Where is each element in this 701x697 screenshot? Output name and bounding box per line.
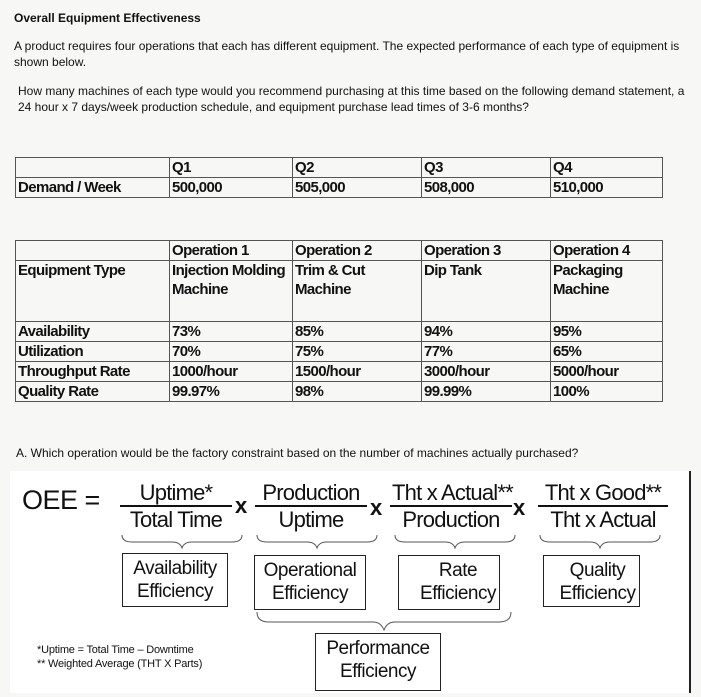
table-cell: 500,000 [170,178,293,198]
table-cell: 75% [293,342,422,362]
table-cell: 77% [422,342,551,362]
fraction-numerator: Production [255,481,367,507]
brace-icon [122,535,242,548]
table-cell: Q4 [551,158,663,178]
multiply-sign: x [513,495,525,520]
operational-efficiency-box: Operational Efficiency [254,555,366,610]
table-cell: 5000/hour [551,362,663,382]
table-cell: Operation 4 [551,241,663,261]
table-cell: Operation 3 [422,241,551,261]
table-header-row [16,158,663,178]
equipment-table [15,240,663,402]
table-header-row [16,241,663,261]
table-cell: 94% [422,322,551,342]
performance-efficiency-box: Performance Efficiency [315,633,441,691]
table-cell: Q2 [293,158,422,178]
table-cell: 3000/hour [422,362,551,382]
brace-icon [395,535,515,548]
fraction-denominator: Uptime [278,507,344,532]
table-cell: Q3 [422,158,551,178]
table-cell: 1000/hour [170,362,293,382]
table-cell: 100% [551,382,663,402]
brace-icon [257,612,511,630]
table-cell: 99.99% [422,382,551,402]
oee-formula-figure [10,471,691,693]
question-a-text: A. Which operation would be the factory constraint based on the number of machines actually purchased? [16,446,579,460]
demand-table [15,157,663,198]
table-cell: 505,000 [293,178,422,198]
fraction-denominator: Tht x Actual [550,507,656,532]
table-cell: 99.97% [170,382,293,402]
table-row [16,362,663,382]
table-cell: Dip Tank [422,261,551,322]
quality-efficiency-box: Quality Efficiency [543,555,640,607]
brace-icon [540,535,660,548]
availability-efficiency-box: Availability Efficiency [122,553,228,607]
table-cell: 510,000 [551,178,663,198]
table-cell: Operation 1 [170,241,293,261]
table-cell [16,158,170,178]
table-cell: Demand / Week [16,178,170,198]
table-cell: 95% [551,322,663,342]
question-text: How many machines of each type would you recommend purchasing at this time based on the following demand statement, a 24 hour x 7 days/week production schedule, and equipment purchase lead times of 3-6 months? [18,84,685,114]
fraction-numerator: Tht x Actual** [392,480,513,505]
table-cell: Injection Molding Machine [170,261,293,322]
brace-icon [257,535,377,548]
table-row [16,178,663,198]
table-cell [16,241,170,261]
table-cell: 85% [293,322,422,342]
table-cell: 65% [551,342,663,362]
page-title: Overall Equipment Effectiveness [14,11,201,25]
intro-text: A product requires four operations that each has different equipment. The expected performance of each type of equipment is shown below. [14,39,680,69]
table-cell: 1500/hour [293,362,422,382]
table-cell: Equipment Type [16,261,170,322]
multiply-sign: x [370,495,382,520]
table-cell: Availability [16,322,170,342]
table-cell: Utilization [16,342,170,362]
multiply-sign: x [235,493,247,518]
rate-efficiency-box: Rate Efficiency [398,555,500,610]
table-cell: Throughput Rate [16,362,170,382]
table-row [16,261,663,322]
table-cell: 70% [170,342,293,362]
fraction-numerator: Tht x Good** [538,481,668,507]
table-cell: Trim & Cut Machine [293,261,422,322]
table-cell: 98% [293,382,422,402]
fraction-denominator: Production [402,507,500,532]
fraction-denominator: Total Time [129,507,223,532]
table-cell: Packaging Machine [551,261,663,322]
table-cell: Operation 2 [293,241,422,261]
table-row [16,322,663,342]
table-cell: Quality Rate [16,382,170,402]
fraction-numerator: Uptime* [120,481,232,507]
table-cell: Q1 [170,158,293,178]
table-cell: 73% [170,322,293,342]
table-row [16,342,663,362]
oee-label: OEE = [22,485,100,515]
footnote: ** Weighted Average (THT X Parts) [37,658,203,670]
table-row [16,382,663,402]
table-cell: 508,000 [422,178,551,198]
footnote: *Uptime = Total Time – Downtime [37,644,194,656]
